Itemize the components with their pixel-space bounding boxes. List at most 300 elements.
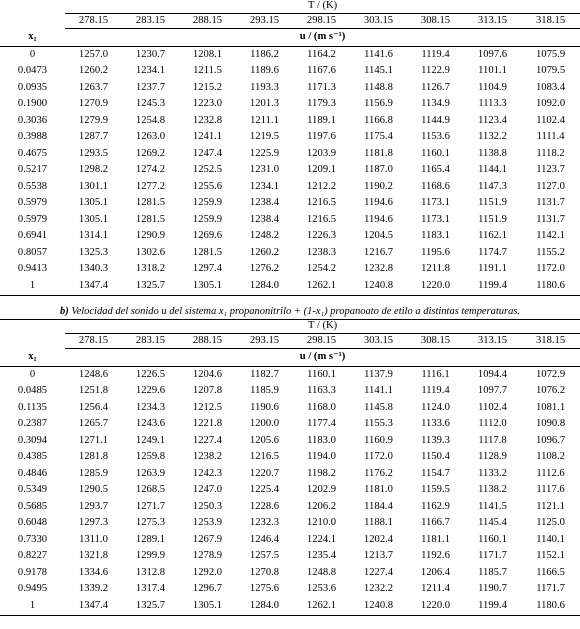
velocity-cell: 1299.9 xyxy=(135,550,166,562)
velocity-cell: 1174.7 xyxy=(478,246,507,258)
velocity-cell: 1213.7 xyxy=(363,550,394,562)
temperature-column-header: 318.15 xyxy=(521,334,580,349)
sound-velocity-header: u / (m s⁻¹) xyxy=(65,29,580,47)
table-row xyxy=(0,229,580,246)
velocity-cell: 1190.2 xyxy=(364,180,393,192)
velocity-cell: 1202.4 xyxy=(363,533,394,545)
velocity-cell: 1281.8 xyxy=(78,451,109,463)
velocity-cell: 1163.3 xyxy=(307,385,336,397)
velocity-cell: 1167.6 xyxy=(307,65,336,77)
velocity-cell: 1119.4 xyxy=(421,385,450,397)
velocity-cell: 1122.9 xyxy=(421,65,450,77)
velocity-cell: 1171.7 xyxy=(536,583,565,595)
velocity-cell: 1148.8 xyxy=(364,81,393,93)
velocity-cell: 1262.1 xyxy=(293,598,350,615)
velocity-cell: 1277.2 xyxy=(135,180,166,192)
velocity-cell: 1138.8 xyxy=(478,147,507,159)
velocity-cell: 1339.2 xyxy=(78,583,109,595)
velocity-cell: 1072.9 xyxy=(535,368,566,380)
velocity-cell: 1238.2 xyxy=(192,451,223,463)
velocity-cell: 1166.5 xyxy=(536,566,565,578)
mole-fraction-cell: 0.0935 xyxy=(17,81,48,93)
velocity-cell: 1318.2 xyxy=(135,263,166,275)
table-row xyxy=(0,598,580,615)
velocity-cell: 1242.3 xyxy=(192,467,223,479)
velocity-cell: 1216.5 xyxy=(249,451,280,463)
velocity-cell: 1269.2 xyxy=(135,147,166,159)
velocity-cell: 1195.6 xyxy=(421,246,450,258)
velocity-cell: 1190.7 xyxy=(478,583,507,595)
velocity-cell: 1260.2 xyxy=(78,65,109,77)
velocity-cell: 1162.1 xyxy=(478,230,507,242)
velocity-cell: 1131.7 xyxy=(536,197,565,209)
velocity-cell: 1079.5 xyxy=(535,65,566,77)
table-row xyxy=(0,212,580,229)
velocity-cell: 1202.9 xyxy=(306,484,337,496)
table-row xyxy=(0,433,580,450)
sound-velocity-table-b xyxy=(0,319,580,616)
mole-fraction-cell: 0.5538 xyxy=(17,180,48,192)
velocity-cell: 1317.4 xyxy=(135,583,166,595)
velocity-cell: 1123.4 xyxy=(478,114,507,126)
velocity-cell: 1111.4 xyxy=(536,131,565,143)
temperature-column-header: 298.15 xyxy=(293,14,350,29)
mole-fraction-cell: 1 xyxy=(0,598,65,615)
velocity-cell: 1166.8 xyxy=(364,114,393,126)
velocity-cell: 1246.4 xyxy=(249,533,280,545)
velocity-cell: 1241.1 xyxy=(192,131,223,143)
velocity-cell: 1145.1 xyxy=(364,65,393,77)
mole-fraction-cell: 0.6941 xyxy=(17,230,48,242)
velocity-cell: 1151.9 xyxy=(478,197,507,209)
table-row xyxy=(0,179,580,196)
velocity-cell: 1248.6 xyxy=(78,368,109,380)
velocity-cell: 1102.4 xyxy=(478,401,507,413)
velocity-cell: 1227.4 xyxy=(363,566,394,578)
velocity-cell: 1179.3 xyxy=(307,98,336,110)
velocity-cell: 1189.1 xyxy=(307,114,336,126)
velocity-cell: 1108.2 xyxy=(536,451,565,463)
velocity-cell: 1247.4 xyxy=(192,147,223,159)
velocity-cell: 1134.9 xyxy=(421,98,450,110)
velocity-cell: 1312.8 xyxy=(135,566,166,578)
velocity-cell: 1229.6 xyxy=(135,385,166,397)
velocity-cell: 1151.9 xyxy=(478,213,507,225)
table-row xyxy=(0,450,580,467)
velocity-cell: 1201.3 xyxy=(249,98,280,110)
velocity-cell: 1293.5 xyxy=(78,147,109,159)
velocity-cell: 1278.9 xyxy=(192,550,223,562)
table-row xyxy=(0,582,580,599)
velocity-cell: 1168.6 xyxy=(421,180,450,192)
velocity-cell: 1232.8 xyxy=(192,114,223,126)
velocity-cell: 1208.1 xyxy=(192,48,223,60)
velocity-cell: 1238.3 xyxy=(306,246,337,258)
velocity-cell: 1141.6 xyxy=(364,48,393,60)
velocity-cell: 1305.1 xyxy=(78,213,109,225)
velocity-cell: 1175.4 xyxy=(364,131,393,143)
mole-fraction-cell: 0.0473 xyxy=(17,65,48,77)
mole-fraction-cell: 0.8057 xyxy=(17,246,48,258)
velocity-cell: 1092.0 xyxy=(535,98,566,110)
velocity-cell: 1284.0 xyxy=(236,598,293,615)
velocity-cell: 1263.0 xyxy=(135,131,166,143)
empty-cell xyxy=(0,334,65,349)
velocity-cell: 1250.3 xyxy=(192,500,223,512)
velocity-cell: 1145.8 xyxy=(364,401,393,413)
velocity-cell: 1155.2 xyxy=(536,246,565,258)
velocity-cell: 1314.1 xyxy=(78,230,109,242)
velocity-cell: 1164.2 xyxy=(307,48,336,60)
velocity-cell: 1137.9 xyxy=(364,368,393,380)
velocity-cell: 1305.1 xyxy=(179,278,236,295)
mole-fraction-cell: 0.6048 xyxy=(17,517,48,529)
empty-cell xyxy=(0,320,65,334)
temperature-header: T / (K) xyxy=(65,320,580,334)
velocity-cell: 1284.0 xyxy=(236,278,293,295)
table-row xyxy=(0,483,580,500)
temperature-values-row xyxy=(0,334,580,349)
velocity-cell: 1212.2 xyxy=(306,180,337,192)
mole-fraction-cell: 0.4385 xyxy=(17,451,48,463)
velocity-cell: 1132.2 xyxy=(478,131,507,143)
velocity-cell: 1182.7 xyxy=(250,368,279,380)
table-row xyxy=(0,516,580,533)
velocity-cell: 1159.5 xyxy=(421,484,450,496)
velocity-cell: 1237.7 xyxy=(135,81,166,93)
velocity-cell: 1216.7 xyxy=(363,246,394,258)
quantity-header-row xyxy=(0,29,580,47)
velocity-cell: 1268.5 xyxy=(135,484,166,496)
velocity-cell: 1124.0 xyxy=(421,401,450,413)
velocity-cell: 1232.8 xyxy=(363,263,394,275)
velocity-cell: 1119.4 xyxy=(421,48,450,60)
velocity-cell: 1198.2 xyxy=(307,467,336,479)
table-row xyxy=(0,400,580,417)
table-row xyxy=(0,113,580,130)
table-row xyxy=(0,196,580,213)
velocity-cell: 1263.7 xyxy=(78,81,109,93)
velocity-cell: 1259.8 xyxy=(135,451,166,463)
velocity-cell: 1168.0 xyxy=(307,401,336,413)
velocity-cell: 1190.6 xyxy=(250,401,279,413)
velocity-cell: 1211.4 xyxy=(421,583,450,595)
velocity-cell: 1131.7 xyxy=(536,213,565,225)
velocity-cell: 1156.9 xyxy=(364,98,393,110)
velocity-cell: 1271.7 xyxy=(135,500,166,512)
velocity-cell: 1209.1 xyxy=(306,164,337,176)
velocity-cell: 1219.5 xyxy=(249,131,280,143)
temperature-column-header: 293.15 xyxy=(236,14,293,29)
velocity-cell: 1181.1 xyxy=(421,533,450,545)
temperature-column-header: 283.15 xyxy=(122,14,179,29)
mole-fraction-cell: 1 xyxy=(0,278,65,295)
velocity-cell: 1251.8 xyxy=(78,385,109,397)
mole-fraction-cell: 0.9178 xyxy=(17,566,48,578)
mole-fraction-cell: 0.1135 xyxy=(18,401,47,413)
velocity-cell: 1255.6 xyxy=(192,180,223,192)
velocity-cell: 1206.4 xyxy=(420,566,451,578)
table-row xyxy=(0,549,580,566)
velocity-cell: 1224.1 xyxy=(306,533,337,545)
velocity-cell: 1243.6 xyxy=(135,418,166,430)
velocity-cell: 1192.6 xyxy=(421,550,450,562)
mole-fraction-cell: 0 xyxy=(29,48,36,60)
velocity-cell: 1227.4 xyxy=(192,434,223,446)
mole-fraction-cell: 0.9495 xyxy=(17,583,48,595)
velocity-cell: 1271.1 xyxy=(78,434,109,446)
temperature-column-header: 288.15 xyxy=(179,14,236,29)
velocity-cell: 1104.9 xyxy=(478,81,507,93)
mole-fraction-cell: 0.5217 xyxy=(17,164,48,176)
table-row xyxy=(0,47,580,64)
table-row xyxy=(0,262,580,279)
mole-fraction-cell: 0.8227 xyxy=(17,550,48,562)
velocity-cell: 1248.8 xyxy=(306,566,337,578)
velocity-cell: 1269.6 xyxy=(192,230,223,242)
velocity-cell: 1117.8 xyxy=(478,434,507,446)
velocity-cell: 1096.7 xyxy=(535,434,566,446)
velocity-cell: 1153.6 xyxy=(421,131,450,143)
velocity-cell: 1340.3 xyxy=(78,263,109,275)
velocity-cell: 1197.6 xyxy=(307,131,336,143)
velocity-cell: 1125.0 xyxy=(536,517,565,529)
temperature-column-header: 293.15 xyxy=(236,334,293,349)
velocity-cell: 1133.6 xyxy=(421,418,450,430)
velocity-cell: 1152.1 xyxy=(536,550,565,562)
mole-fraction-cell: 0.2387 xyxy=(17,418,48,430)
velocity-cell: 1176.2 xyxy=(364,467,393,479)
mole-fraction-cell: 0.4846 xyxy=(17,467,48,479)
velocity-cell: 1075.9 xyxy=(535,48,566,60)
velocity-cell: 1204.6 xyxy=(192,368,223,380)
velocity-cell: 1297.4 xyxy=(192,263,223,275)
temperature-column-header: 303.15 xyxy=(350,14,407,29)
velocity-cell: 1162.9 xyxy=(421,500,450,512)
empty-cell xyxy=(0,14,65,29)
velocity-cell: 1140.1 xyxy=(536,533,565,545)
velocity-cell: 1206.2 xyxy=(306,500,337,512)
velocity-cell: 1228.6 xyxy=(249,500,280,512)
velocity-cell: 1118.2 xyxy=(536,147,565,159)
velocity-cell: 1123.7 xyxy=(536,164,565,176)
velocity-cell: 1216.5 xyxy=(306,213,337,225)
velocity-cell: 1097.7 xyxy=(477,385,508,397)
temperature-column-header: 278.15 xyxy=(65,334,122,349)
velocity-cell: 1263.9 xyxy=(135,467,166,479)
velocity-cell: 1221.8 xyxy=(192,418,223,430)
velocity-cell: 1199.4 xyxy=(464,278,521,295)
table-row xyxy=(0,97,580,114)
velocity-cell: 1289.1 xyxy=(135,533,166,545)
velocity-cell: 1094.4 xyxy=(477,368,508,380)
velocity-cell: 1223.0 xyxy=(192,98,223,110)
table-row xyxy=(0,245,580,262)
velocity-cell: 1076.2 xyxy=(535,385,566,397)
velocity-cell: 1173.1 xyxy=(421,197,450,209)
velocity-cell: 1116.1 xyxy=(421,368,450,380)
velocity-cell: 1226.3 xyxy=(306,230,337,242)
velocity-cell: 1128.9 xyxy=(478,451,507,463)
velocity-cell: 1298.2 xyxy=(78,164,109,176)
velocity-cell: 1257.5 xyxy=(249,550,280,562)
velocity-cell: 1249.1 xyxy=(135,434,166,446)
velocity-cell: 1240.8 xyxy=(350,598,407,615)
mole-fraction-header: x₁ xyxy=(0,29,65,47)
velocity-cell: 1325.7 xyxy=(122,278,179,295)
velocity-cell: 1281.5 xyxy=(135,197,166,209)
velocity-cell: 1145.4 xyxy=(478,517,507,529)
velocity-cell: 1150.4 xyxy=(421,451,450,463)
velocity-cell: 1347.4 xyxy=(65,278,122,295)
velocity-cell: 1256.4 xyxy=(78,401,109,413)
mole-fraction-cell: 0.1900 xyxy=(17,98,48,110)
velocity-cell: 1302.6 xyxy=(135,246,166,258)
table-row xyxy=(0,146,580,163)
table-row xyxy=(0,130,580,147)
velocity-cell: 1180.6 xyxy=(521,278,580,295)
velocity-cell: 1200.0 xyxy=(249,418,280,430)
mole-fraction-cell: 0.3036 xyxy=(17,114,48,126)
velocity-cell: 1245.3 xyxy=(135,98,166,110)
mole-fraction-cell: 0.3988 xyxy=(17,131,48,143)
velocity-cell: 1235.4 xyxy=(306,550,337,562)
velocity-cell: 1141.5 xyxy=(478,500,507,512)
velocity-cell: 1101.1 xyxy=(478,65,507,77)
velocity-cell: 1226.5 xyxy=(135,368,166,380)
temperature-column-header: 278.15 xyxy=(65,14,122,29)
velocity-cell: 1203.9 xyxy=(306,147,337,159)
velocity-cell: 1248.2 xyxy=(249,230,280,242)
velocity-cell: 1155.3 xyxy=(364,418,393,430)
velocity-cell: 1133.2 xyxy=(478,467,507,479)
velocity-cell: 1220.7 xyxy=(249,467,280,479)
velocity-cell: 1186.2 xyxy=(250,48,279,60)
velocity-cell: 1177.4 xyxy=(307,418,336,430)
velocity-cell: 1301.1 xyxy=(78,180,109,192)
velocity-cell: 1211.8 xyxy=(421,263,450,275)
velocity-cell: 1191.1 xyxy=(478,263,507,275)
velocity-cell: 1281.5 xyxy=(192,246,223,258)
velocity-cell: 1144.9 xyxy=(421,114,450,126)
velocity-cell: 1259.9 xyxy=(192,213,223,225)
velocity-cell: 1290.9 xyxy=(135,230,166,242)
velocity-cell: 1305.1 xyxy=(78,197,109,209)
velocity-cell: 1238.4 xyxy=(249,197,280,209)
velocity-cell: 1267.9 xyxy=(192,533,223,545)
velocity-cell: 1253.9 xyxy=(192,517,223,529)
velocity-cell: 1234.3 xyxy=(135,401,166,413)
mole-fraction-cell: 0.4675 xyxy=(17,147,48,159)
velocity-cell: 1265.7 xyxy=(78,418,109,430)
velocity-cell: 1097.6 xyxy=(477,48,508,60)
temperature-header: T / (K) xyxy=(65,0,580,14)
velocity-cell: 1117.6 xyxy=(536,484,565,496)
velocity-cell: 1231.0 xyxy=(249,164,280,176)
velocity-cell: 1090.8 xyxy=(535,418,566,430)
table-row xyxy=(0,565,580,582)
velocity-cell: 1321.8 xyxy=(78,550,109,562)
velocity-cell: 1171.3 xyxy=(307,81,336,93)
temperature-values-row xyxy=(0,14,580,29)
velocity-cell: 1144.1 xyxy=(478,164,507,176)
velocity-cell: 1347.4 xyxy=(65,598,122,615)
temperature-column-header: 313.15 xyxy=(464,334,521,349)
temperature-column-header: 283.15 xyxy=(122,334,179,349)
velocity-cell: 1305.1 xyxy=(179,598,236,615)
velocity-cell: 1234.1 xyxy=(249,180,280,192)
velocity-cell: 1240.8 xyxy=(350,278,407,295)
velocity-cell: 1193.3 xyxy=(250,81,279,93)
temperature-column-header: 298.15 xyxy=(293,334,350,349)
temperature-column-header: 308.15 xyxy=(407,334,464,349)
velocity-cell: 1102.4 xyxy=(536,114,565,126)
velocity-cell: 1171.7 xyxy=(478,550,507,562)
table-row xyxy=(0,163,580,180)
table-row xyxy=(0,532,580,549)
velocity-cell: 1220.0 xyxy=(407,598,464,615)
velocity-cell: 1287.7 xyxy=(78,131,109,143)
table-row xyxy=(0,64,580,81)
velocity-cell: 1194.6 xyxy=(364,197,393,209)
velocity-cell: 1279.9 xyxy=(78,114,109,126)
table-row xyxy=(0,384,580,401)
velocity-cell: 1281.5 xyxy=(135,213,166,225)
velocity-cell: 1232.2 xyxy=(363,583,394,595)
quantity-header-row xyxy=(0,349,580,367)
velocity-cell: 1189.6 xyxy=(250,65,279,77)
mole-fraction-cell: 0.5979 xyxy=(17,213,48,225)
velocity-cell: 1181.8 xyxy=(364,147,393,159)
velocity-cell: 1334.6 xyxy=(78,566,109,578)
velocity-cell: 1142.1 xyxy=(536,230,565,242)
velocity-cell: 1207.8 xyxy=(192,385,223,397)
temperature-column-header: 303.15 xyxy=(350,334,407,349)
temperature-column-header: 288.15 xyxy=(179,334,236,349)
velocity-cell: 1194.6 xyxy=(364,213,393,225)
velocity-cell: 1270.8 xyxy=(249,566,280,578)
velocity-cell: 1181.0 xyxy=(364,484,393,496)
velocity-cell: 1296.7 xyxy=(192,583,223,595)
velocity-cell: 1187.0 xyxy=(364,164,393,176)
velocity-cell: 1225.9 xyxy=(249,147,280,159)
velocity-cell: 1254.8 xyxy=(135,114,166,126)
velocity-cell: 1113.3 xyxy=(478,98,507,110)
velocity-cell: 1230.7 xyxy=(135,48,166,60)
table-row xyxy=(0,466,580,483)
velocity-cell: 1183.1 xyxy=(421,230,450,242)
velocity-cell: 1276.2 xyxy=(249,263,280,275)
velocity-cell: 1166.7 xyxy=(421,517,450,529)
velocity-cell: 1121.1 xyxy=(536,500,565,512)
temperature-column-header: 313.15 xyxy=(464,14,521,29)
velocity-cell: 1185.9 xyxy=(250,385,279,397)
velocity-cell: 1215.2 xyxy=(192,81,223,93)
velocity-cell: 1081.1 xyxy=(535,401,566,413)
velocity-cell: 1210.0 xyxy=(306,517,337,529)
velocity-cell: 1274.2 xyxy=(135,164,166,176)
table-row xyxy=(0,417,580,434)
velocity-cell: 1160.1 xyxy=(421,147,450,159)
mole-fraction-cell: 0.0485 xyxy=(17,385,48,397)
velocity-cell: 1083.4 xyxy=(535,81,566,93)
velocity-cell: 1188.1 xyxy=(364,517,393,529)
velocity-cell: 1205.6 xyxy=(249,434,280,446)
velocity-cell: 1173.1 xyxy=(421,213,450,225)
velocity-cell: 1138.2 xyxy=(478,484,507,496)
velocity-cell: 1247.0 xyxy=(192,484,223,496)
table-b-caption xyxy=(0,306,580,317)
